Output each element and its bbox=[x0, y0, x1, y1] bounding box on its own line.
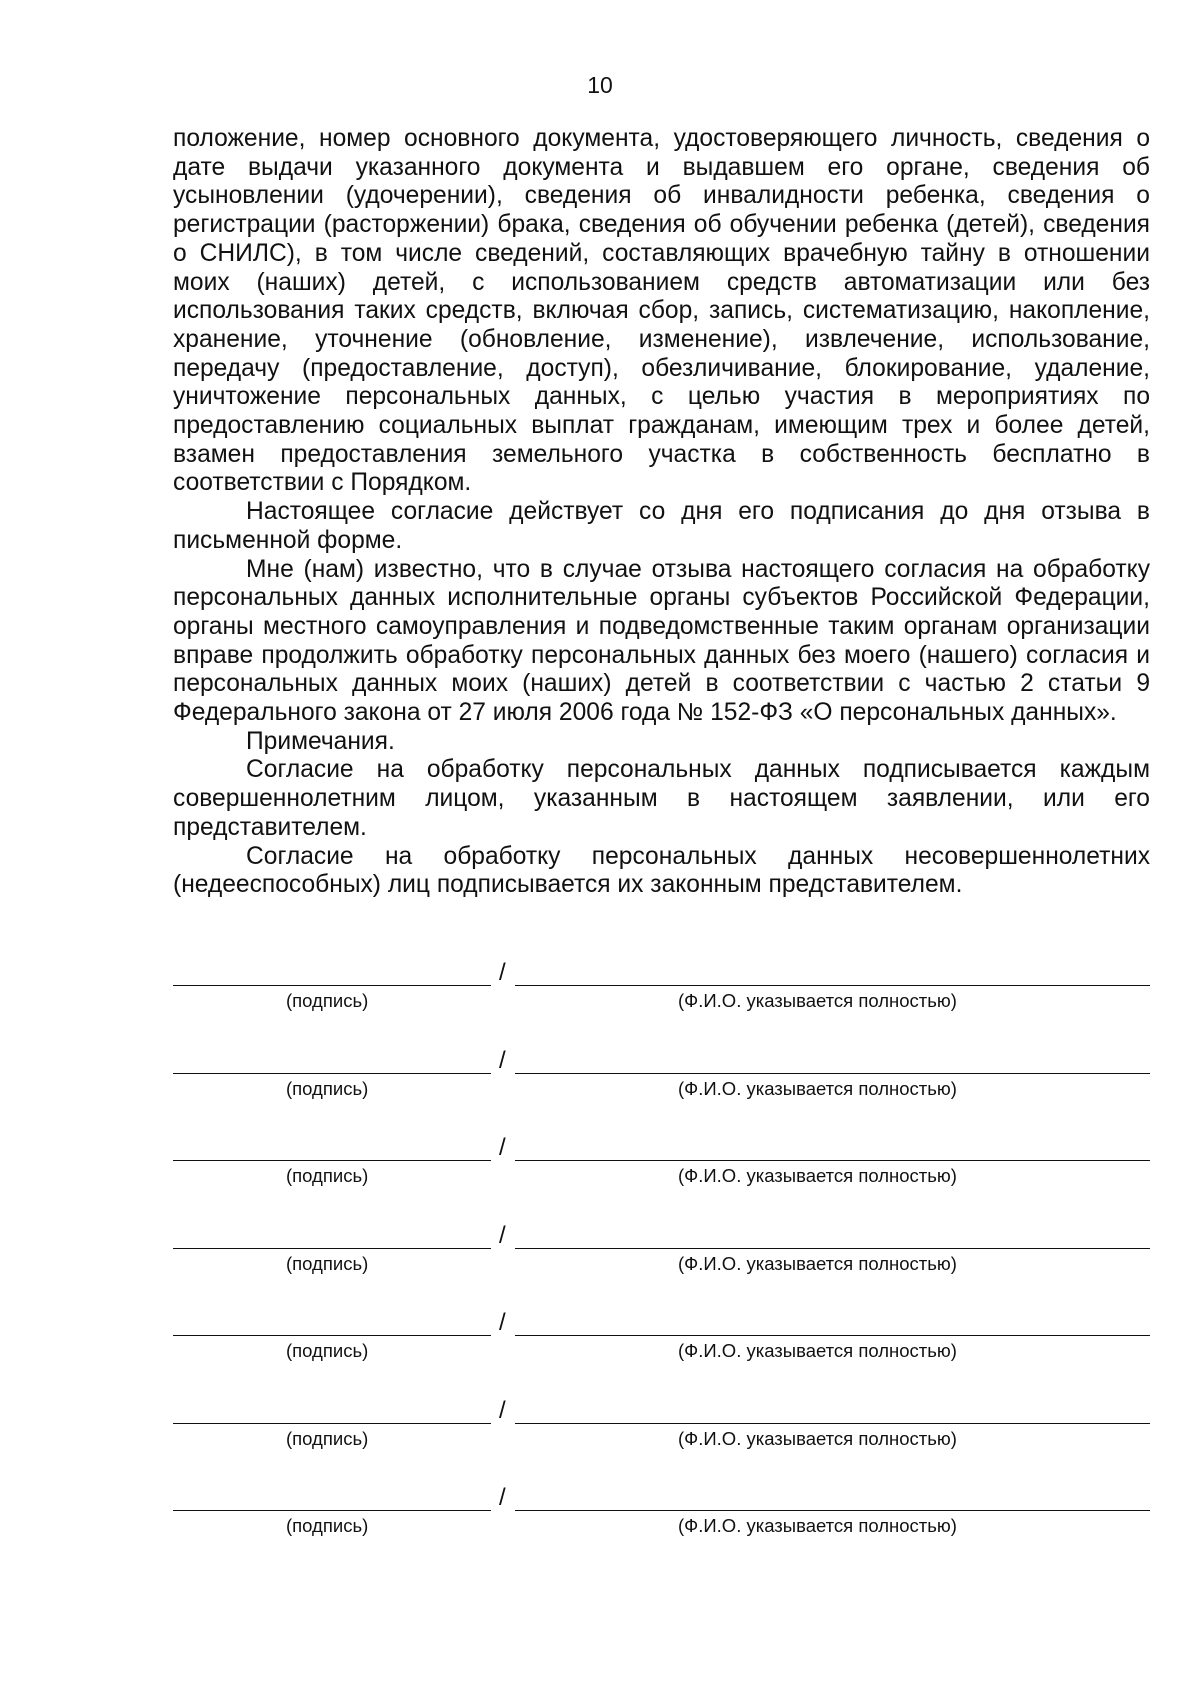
full-name-caption: (Ф.И.О. указывается полностью) bbox=[678, 1340, 957, 1361]
full-name-caption: (Ф.И.О. указывается полностью) bbox=[678, 1252, 957, 1274]
full-name-line[interactable] bbox=[515, 1423, 1150, 1424]
signature-row bbox=[173, 1310, 1150, 1398]
full-name-line[interactable] bbox=[515, 1510, 1150, 1511]
signature-caption: (подпись) bbox=[286, 1165, 369, 1186]
signature-separator: / bbox=[499, 1221, 506, 1249]
signature-row bbox=[173, 960, 1150, 1048]
full-name-line[interactable] bbox=[515, 1248, 1150, 1249]
full-name-line[interactable] bbox=[515, 1073, 1150, 1074]
full-name-caption: (Ф.И.О. указывается полностью) bbox=[678, 1427, 957, 1449]
signature-caption: (подпись) bbox=[286, 990, 369, 1011]
signature-line[interactable] bbox=[173, 1248, 491, 1249]
notes-heading: Примечания. bbox=[246, 727, 395, 755]
signature-line[interactable] bbox=[173, 1160, 491, 1161]
signature-separator: / bbox=[499, 1046, 506, 1074]
signature-caption: (подпись) bbox=[286, 1077, 369, 1099]
note-adult-signature: Согласие на обработку персональных данных подписывается каждым совершеннолетним лицом, указанным в настоящем заявлении, или его представителем. bbox=[173, 756, 1150, 841]
signature-line[interactable] bbox=[173, 1335, 491, 1336]
signature-row bbox=[173, 1398, 1150, 1486]
full-name-caption: (Ф.И.О. указывается полностью) bbox=[678, 1165, 957, 1186]
full-name-caption: (Ф.И.О. указывается полностью) bbox=[678, 1077, 957, 1099]
full-name-caption: (Ф.И.О. указывается полностью) bbox=[678, 1515, 957, 1536]
signature-caption: (подпись) bbox=[286, 1340, 369, 1361]
signature-separator: / bbox=[499, 1309, 506, 1336]
note-minor-signature: Согласие на обработку персональных данных несовершеннолетних (недееспособных) лиц подписывается их законным представителем. bbox=[173, 842, 1150, 899]
full-name-line[interactable] bbox=[515, 1160, 1150, 1161]
full-name-line[interactable] bbox=[515, 985, 1150, 986]
signature-row bbox=[173, 1135, 1150, 1223]
signature-line[interactable] bbox=[173, 1423, 491, 1424]
full-name-line[interactable] bbox=[515, 1335, 1150, 1336]
signature-row bbox=[173, 1485, 1150, 1573]
signature-line[interactable] bbox=[173, 1073, 491, 1074]
signature-separator: / bbox=[499, 1396, 506, 1424]
signature-row bbox=[173, 1048, 1150, 1136]
signature-caption: (подпись) bbox=[286, 1515, 369, 1536]
signature-block bbox=[173, 960, 1150, 1573]
signature-caption: (подпись) bbox=[286, 1252, 369, 1274]
signature-row bbox=[173, 1223, 1150, 1311]
full-name-caption: (Ф.И.О. указывается полностью) bbox=[678, 990, 957, 1011]
paragraph-withdrawal-notice: Мне (нам) известно, что в случае отзыва настоящего согласия на обработку персональных данных исполнительные органы субъектов Российской Федерации, органы местного самоуправления и подведомственные таким органам организации вправе продолжить обработку персональных данных без моего (нашего) согласия и персональных данных моих (наших) детей в соответствии с частью 2 статьи 9 Федерального закона от 27 июля 2006 года № 152-ФЗ «О персональных данных». bbox=[173, 555, 1150, 727]
paragraph-consent-validity: Настоящее согласие действует со дня его подписания до дня отзыва в письменной форме. bbox=[173, 498, 1150, 554]
paragraph-consent-scope: положение, номер основного документа, удостоверяющего личность, сведения о дате выдачи указанного документа и выдавшем его органе, сведения об усыновлении (удочерении), сведения об инвалидности ребенка, сведения о регистрации (расторжении) брака, сведения об обучении ребенка (детей), сведения о СНИЛС), в том числе сведений, составляющих врачебную тайну в отношении моих (наших) детей, с использованием средств автоматизации или без использования таких средств, включая сбор, запись, систематизацию, накопление, хранение, уточнение (обновление, изменение), извлечение, использование, передачу (предоставление, доступ), обезличивание, блокирование, удаление, уничтожение персональных данных, с целью участия в мероприятиях по предоставлению социальных выплат гражданам, имеющим трех и более детей, взамен предоставления земельного участка в собственность бесплатно в соответствии с Порядком. bbox=[173, 125, 1150, 497]
signature-separator: / bbox=[499, 959, 506, 986]
signature-line[interactable] bbox=[173, 985, 491, 986]
signature-separator: / bbox=[499, 1484, 506, 1511]
signature-caption: (подпись) bbox=[286, 1427, 369, 1449]
signature-separator: / bbox=[499, 1134, 506, 1161]
document-body bbox=[173, 125, 1150, 900]
signature-line[interactable] bbox=[173, 1510, 491, 1511]
page-number: 10 bbox=[587, 72, 613, 98]
